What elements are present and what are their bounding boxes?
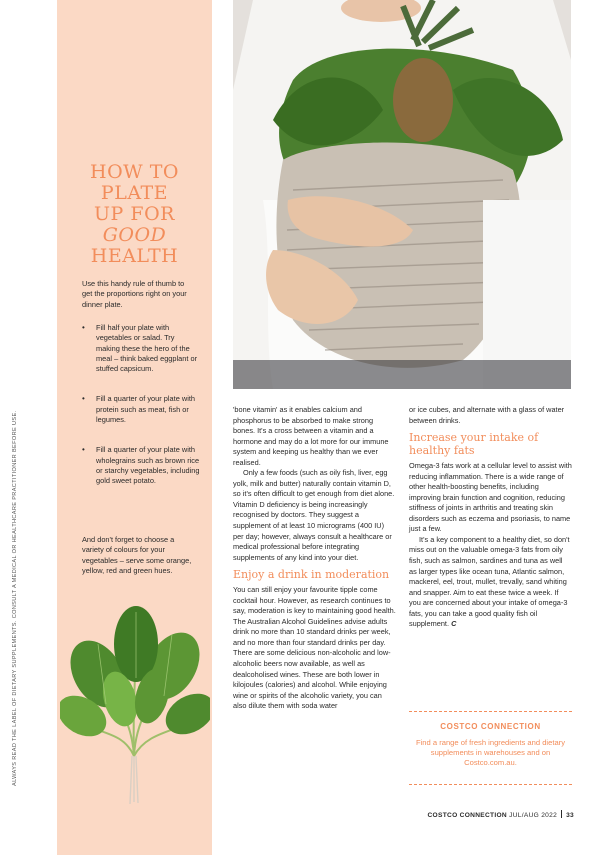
page-footer [414,810,574,819]
paragraph: Only a few foods (such as oily fish, liver, egg yolk, milk and butter) naturally contain vitamin D, so it's often difficult to get enough from diet alone. Vitamin D deficiency is being increasingly recognised by doctors. They suggest a supplement of at least 10 micrograms (400 IU) per day; however, always consult a healthcare or medical professional before integrating supplements of any kind into your diet. [233,468,395,562]
woman-holding-produce-photo [233,0,571,389]
article-column-1 [233,405,396,712]
paragraph: 'bone vitamin' as it enables calcium and phosphorus to be absorbed to make strong bones. It's a cross between a vitamin and a hormone and may do a lot more for our immune system and keeping us healthy than we ever realised. [233,405,389,467]
paragraph-text: It's a key component to a healthy diet, so don't miss out on the valuable omega-3 fats from oily fish, such as salmon, sardines and tuna as well as larger types like ocean tuna, Atlantic salmon, mackerel, eel, trout, mullet, trevally, sand whiting and snapper. Aim to eat these twice a week. If you are concerned about your intake of omega-3 fats, you can take a good quality fish oil supplement. [409,534,570,629]
footer-issue: JUL/AUG 2022 [509,812,558,819]
box-body: Find a range of fresh ingredients and dietary supplements in warehouses and on Costco.com.au. [415,738,565,767]
plate-tip: • Fill a quarter of your plate with wholegrains such as brown rice or starchy vegetables, including gold sweet potato. [82,445,200,486]
sidebar-outro: And don't forget to choose a variety of colours for your vegetables – serve some orange, yellow, red and green hues. [82,535,192,575]
article-column-2 [409,405,572,630]
paragraph [409,535,572,630]
disclaimer-text: ALWAYS READ THE LABEL OF DIETARY SUPPLEMENTS. CONSULT A MEDICAL OR HEALTHCARE PRACTITIONER BEFORE USE. [12,410,18,786]
box-title: COSTCO CONNECTION [440,722,541,731]
sidebar-intro: Use this handy rule of thumb to get the proportions right on your dinner plate. [82,279,187,309]
section-heading-fats: Increase your intake of healthy fats [409,431,539,458]
costco-connection-box [409,711,572,785]
end-mark-icon: C [451,619,457,629]
paragraph: Omega-3 fats work at a cellular level to assist with reducing inflammation. There is a wide range of other health-boosting benefits, including improving brain function and cognition, reducing stiffness of joints in arthritis and treating skin disorders such as eczema and psoriasis, to name just a few. [409,461,572,534]
sidebar-headline [57,162,212,267]
headline-line: UP FOR [94,203,175,225]
headline-line-emphasis: GOOD [102,224,167,246]
footer-divider [561,810,562,818]
plate-tip: • Fill a quarter of your plate with protein such as meat, fish or legumes. [82,394,200,425]
headline-line: HEALTH [90,245,179,267]
paragraph: or ice cubes, and alternate with a glass of water between drinks. [409,405,565,425]
paragraph: You can still enjoy your favourite tipple come cocktail hour. However, as research continues to say, moderation is key to maintaining good health. The Australian Alcohol Guidelines advise adults drink no more than 10 standard drinks per week, and no more than four standard drinks per day. There are some delicious non-alcoholic and low-alcoholic beers now available, as well as dealcoholised wines. These are both lower in kilojoules (calories) and alcohol. While enjoying wine or spirits of the alcoholic variety, you can also dilute them with soda water [233,585,396,711]
plate-tip: • Fill half your plate with vegetables or salad. Try making these the hero of the meal – think baked eggplant or stuffed capsicum. [82,323,200,374]
footer-publication: COSTCO CONNECTION [427,812,507,819]
plate-tips-list [82,323,200,507]
page-number: 33 [566,812,574,819]
headline-line: HOW TO [90,161,179,183]
disclaimer-side-note [0,0,24,855]
section-heading-drink: Enjoy a drink in moderation [233,568,390,582]
headline-line: PLATE [100,182,169,204]
spinach-illustration [60,604,210,809]
